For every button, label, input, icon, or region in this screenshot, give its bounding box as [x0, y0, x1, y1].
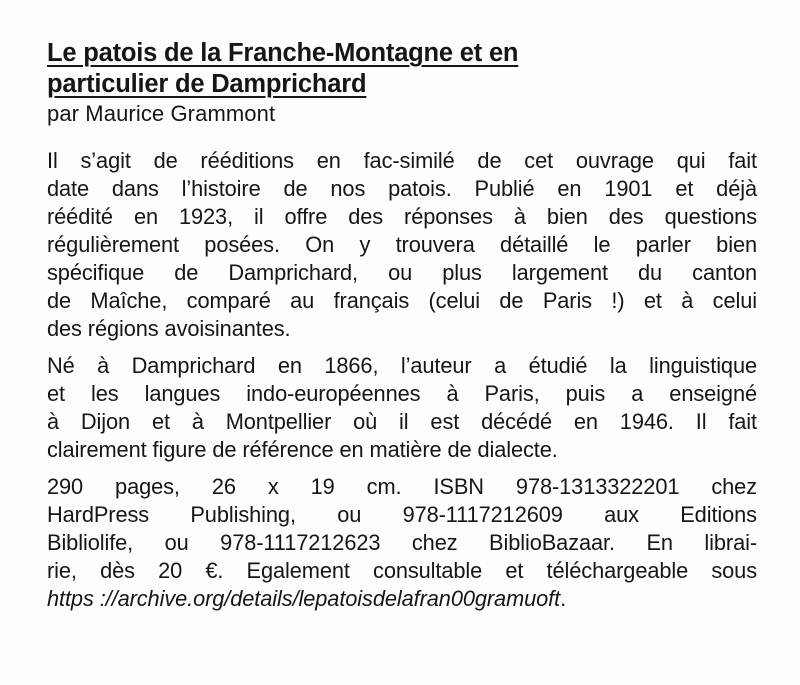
- paragraph-line: réédité en 1923, il offre des réponses à bien des questions: [47, 204, 757, 229]
- paragraph-description: [47, 147, 757, 343]
- paragraph-line: de Maîche, comparé au français (celui de Paris !) et à celui: [47, 288, 757, 313]
- paragraph-line: HardPress Publishing, ou 978-1117212609 aux Editions: [47, 502, 757, 527]
- paragraph-line: date dans l’histoire de nos patois. Publié en 1901 et déjà: [47, 176, 757, 201]
- paragraph-line-url: [47, 585, 757, 613]
- paragraph-line: des régions avoisinantes.: [47, 316, 291, 341]
- article-title: [47, 38, 757, 100]
- article-author: par Maurice Grammont: [47, 101, 276, 126]
- paragraph-author-bio: [47, 352, 757, 464]
- article-title-line-1: Le patois de la Franche-Montagne et en: [47, 39, 519, 67]
- paragraph-line: régulièrement posées. On y trouvera détaillé le parler bien: [47, 232, 757, 257]
- paragraph-line: 290 pages, 26 x 19 cm. ISBN 978-1313322201 chez: [47, 474, 757, 499]
- paragraph-line: Né à Damprichard en 1866, l’auteur a étudié la linguistique: [47, 353, 757, 378]
- article-title-line-2: particulier de Damprichard: [47, 70, 367, 98]
- paragraph-line: rie, dès 20 €. Egalement consultable et téléchargeable sous: [47, 558, 757, 583]
- paragraph-publication-info: [47, 473, 757, 613]
- paragraph-line: à Dijon et à Montpellier où il est décédé en 1946. Il fait: [47, 409, 757, 434]
- paragraph-line: et les langues indo-européennes à Paris, puis a enseigné: [47, 381, 757, 406]
- article: [47, 38, 757, 622]
- url-suffix: .: [560, 586, 567, 611]
- paragraph-line: clairement figure de référence en matière de dialecte.: [47, 437, 558, 462]
- archive-url-link[interactable]: https ://archive.org/details/lepatoisdelafran00gramuoft: [47, 586, 561, 611]
- paragraph-line: spécifique de Damprichard, ou plus largement du canton: [47, 260, 757, 285]
- paragraph-line: Bibliolife, ou 978-1117212623 chez BiblioBazaar. En librai-: [47, 530, 757, 555]
- paragraph-line: Il s’agit de rééditions en fac-similé de cet ouvrage qui fait: [47, 148, 757, 173]
